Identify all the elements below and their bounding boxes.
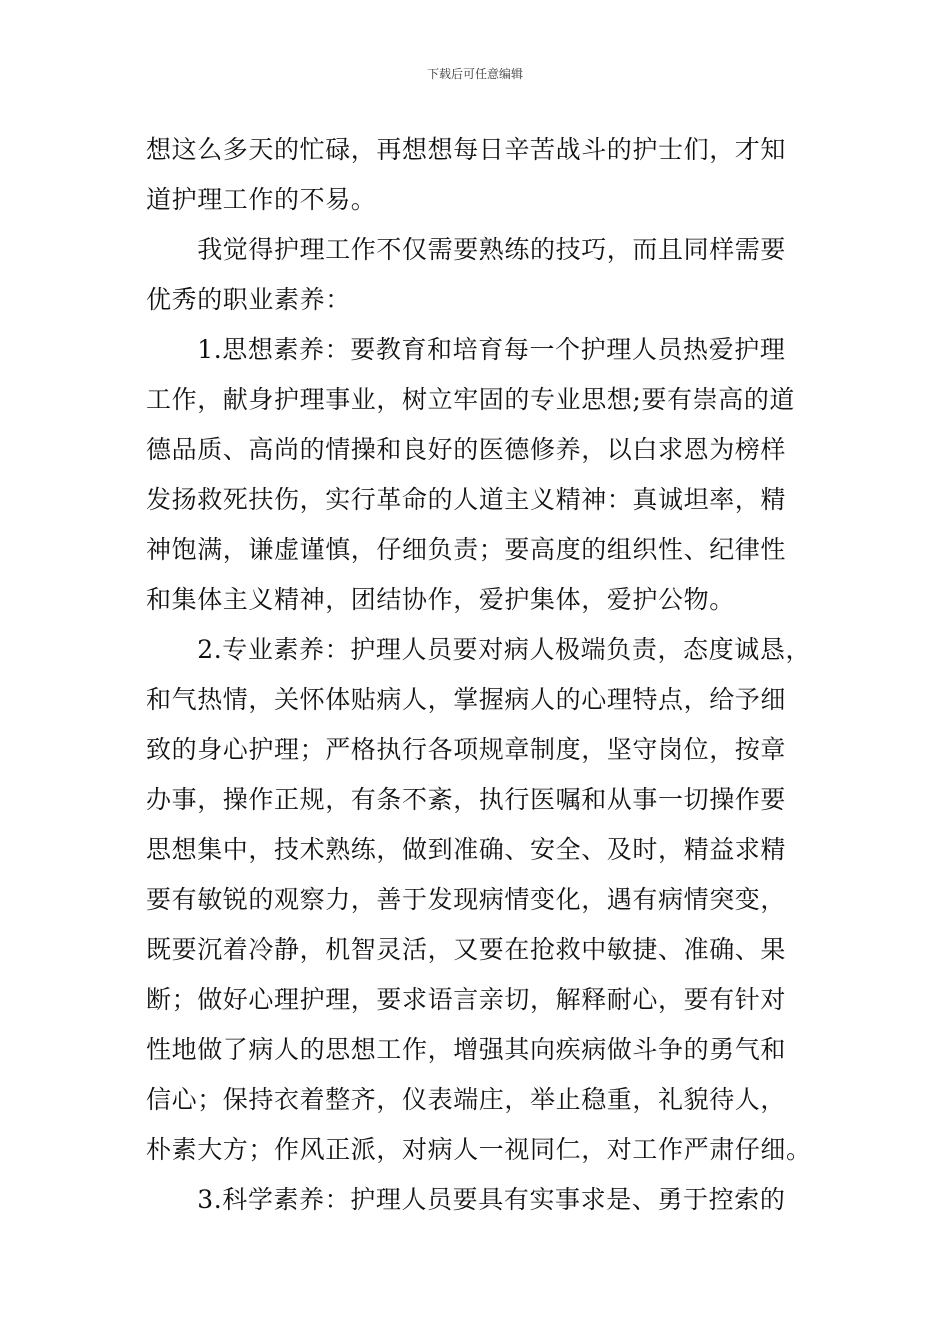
text-line: 既要沉着冷静，机智灵活，又要在抢救中敏捷、准确、果 — [146, 935, 787, 964]
text-line: 朴素大方；作风正派，对病人一视同仁，对工作严肃仔细。 — [146, 1135, 812, 1164]
text-line: 2.专业素养：护理人员要对病人极端负责，态度诚恳， — [146, 635, 812, 664]
text-line: 性地做了病人的思想工作，增强其向疾病做斗争的勇气和 — [146, 1035, 787, 1064]
text-line: 德品质、高尚的情操和良好的医德修养，以白求恩为榜样 — [146, 435, 787, 464]
text-line: 信心；保持衣着整齐，仪表端庄，举止稳重，礼貌待人， — [146, 1085, 787, 1114]
text-line: 办事，操作正规，有条不紊，执行医嘱和从事一切操作要 — [146, 785, 787, 814]
text-line: 致的身心护理；严格执行各项规章制度，坚守岗位，按章 — [146, 735, 787, 764]
text-line: 1.思想素养：要教育和培育每一个护理人员热爱护理 — [146, 335, 786, 364]
text-line: 工作，献身护理事业，树立牢固的专业思想;要有崇高的道 — [146, 385, 796, 414]
text-line: 思想集中，技术熟练，做到准确、安全、及时，精益求精 — [146, 835, 787, 864]
text-line: 优秀的职业素养： — [146, 285, 351, 314]
text-line: 道护理工作的不易。 — [146, 185, 377, 214]
text-line: 和气热情，关怀体贴病人，掌握病人的心理特点，给予细 — [146, 685, 787, 714]
text-line: 和集体主义精神，团结协作，爱护集体，爱护公物。 — [146, 585, 735, 614]
text-line: 想这么多天的忙碌，再想想每日辛苦战斗的护士们，才知 — [146, 135, 787, 164]
text-line: 要有敏锐的观察力，善于发现病情变化，遇有病情突变， — [146, 885, 787, 914]
text-line: 断；做好心理护理，要求语言亲切，解释耐心，要有针对 — [146, 985, 787, 1014]
header-note: 下载后可任意编辑 — [426, 67, 523, 81]
text-line: 3.科学素养：护理人员要具有实事求是、勇于控索的 — [146, 1185, 786, 1214]
text-line: 我觉得护理工作不仅需要熟练的技巧，而且同样需要 — [146, 235, 787, 264]
text-line: 神饱满，谦虚谨慎，仔细负责；要高度的组织性、纪律性 — [146, 535, 787, 564]
text-line: 发扬救死扶伤，实行革命的人道主义精神：真诚坦率，精 — [146, 485, 787, 514]
